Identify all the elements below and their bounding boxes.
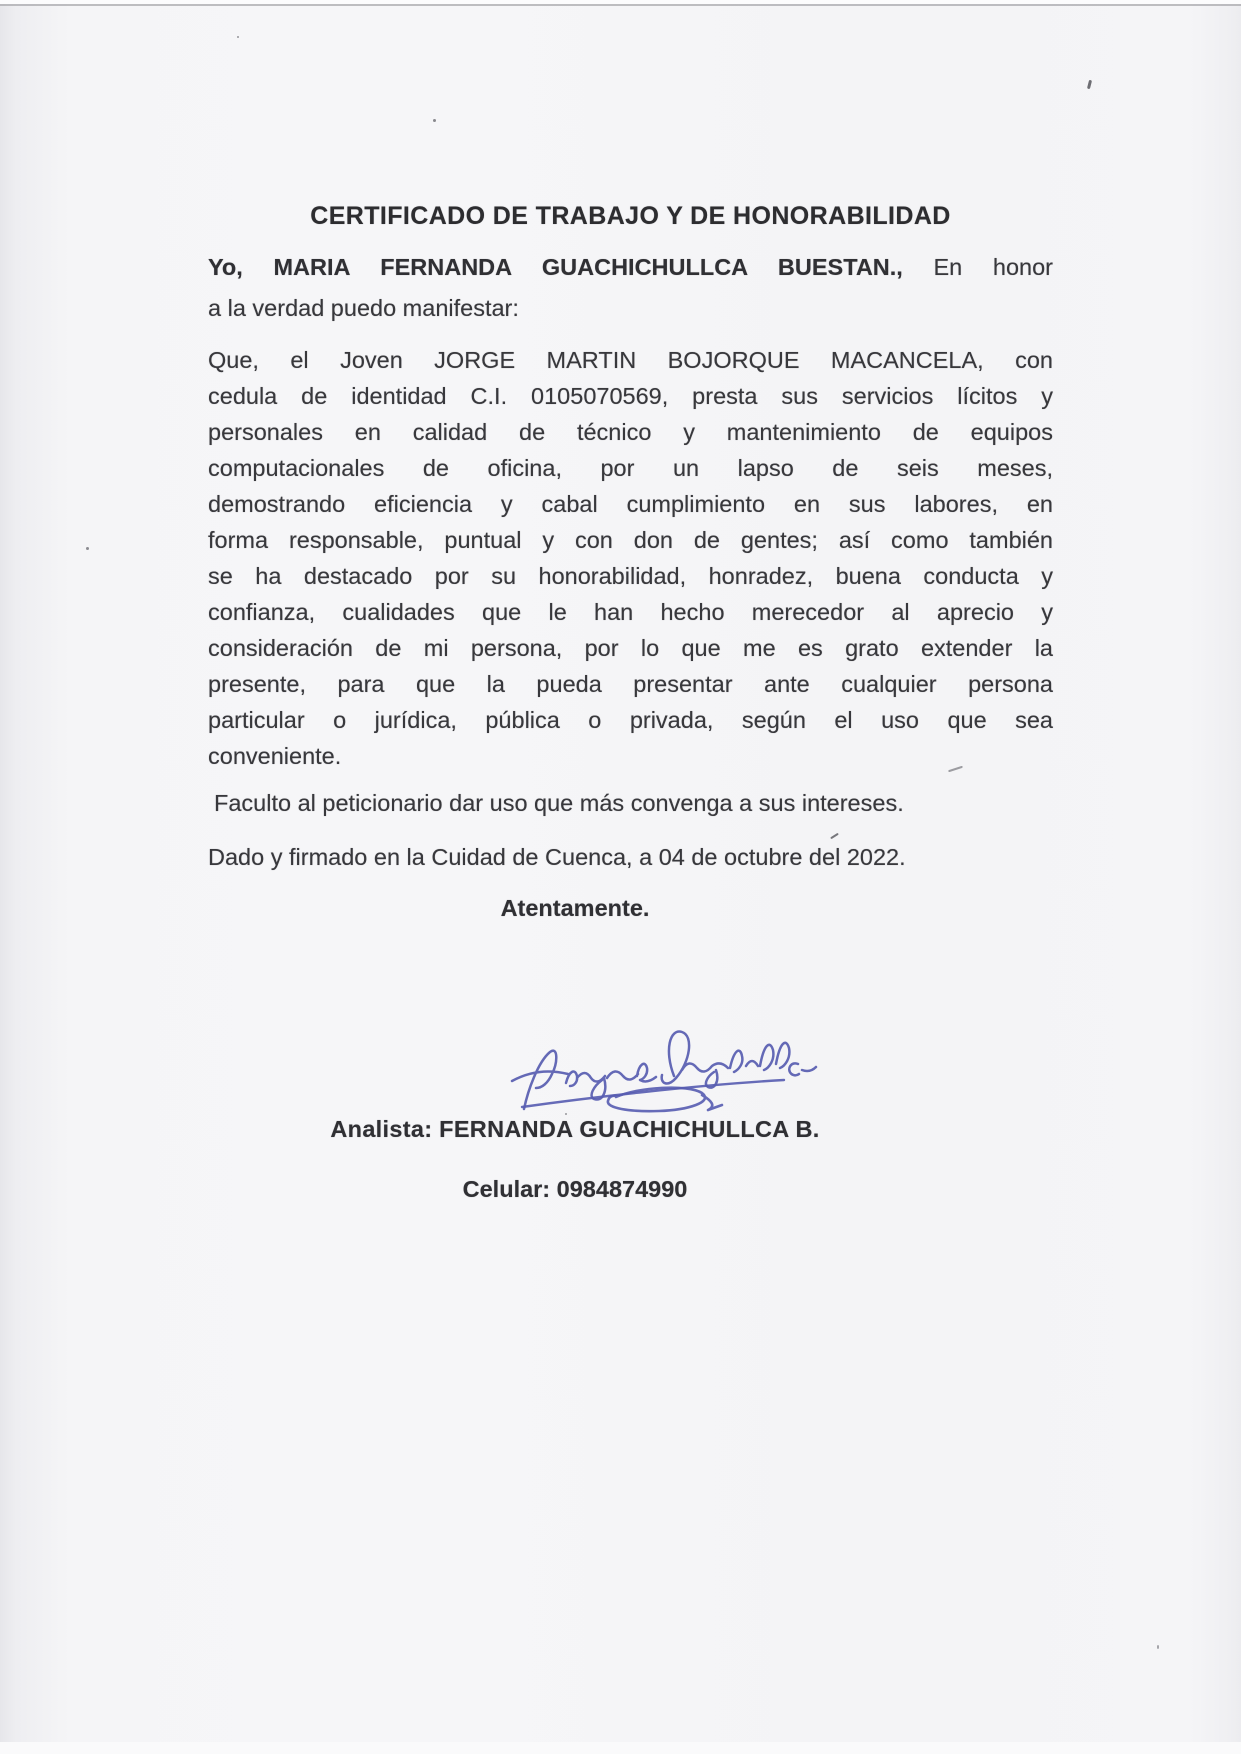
scan-edge-line [0,4,1241,6]
paragraph-line: computacionales de oficina, por un lapso de seis meses, [208,455,1053,481]
intro-paragraph [208,247,1053,329]
paragraph-line: demostrando eficiencia y cabal cumplimiento en sus labores, en [208,491,1053,517]
paragraph-line: se ha destacado por su honorabilidad, honradez, buena conducta y [208,563,1053,589]
scan-speck [565,1113,567,1115]
intro-line-2: a la verdad puedo manifestar: [208,295,519,321]
date-place-line: Dado y firmado en la Cuidad de Cuenca, a 04 de octubre del 2022. [208,844,906,870]
signature-strike [522,1080,784,1107]
scan-speck [1157,1645,1159,1649]
phone-line: Celular: 0984874990 [462,1176,688,1202]
signature-oval [608,1088,722,1112]
paragraph-line: particular o jurídica, pública o privada, según el uso que sea [208,707,1053,733]
signature-first-name [512,1051,656,1109]
document-title: CERTIFICADO DE TRABAJO Y DE HONORABILIDAD [310,202,951,230]
paragraph-line: conveniente. [208,743,342,769]
paragraph-line: confianza, cualidades que le han hecho merecedor al aprecio y [208,599,1053,625]
scan-speck [830,833,839,839]
paragraph-line: presente, para que la pueda presentar ante cualquier persona [208,671,1053,697]
faculto-line: Faculto al peticionario dar uso que más convenga a sus intereses. [214,790,904,816]
intro-line-1-tail: En honor [933,254,1053,280]
scan-speck [433,119,436,122]
main-paragraph [208,342,1053,774]
signature-last-name [662,1032,816,1088]
scan-speck [237,36,239,38]
paragraph-line: forma responsable, puntual y con don de gentes; así como también [208,527,1053,553]
paragraph-line: Que, el Joven JORGE MARTIN BOJORQUE MACANCELA, con [208,347,1053,373]
scan-speck [86,547,89,550]
signature-image [466,1018,828,1124]
paragraph-line: cedula de identidad C.I. 0105070569, presta sus servicios lícitos y [208,383,1053,409]
scan-speck [1087,80,1092,89]
intro-line-1 [208,247,1053,288]
scan-edge-bottom [0,1742,1241,1754]
paragraph-line: personales en calidad de técnico y mantenimiento de equipos [208,419,1053,445]
declarant-name: Yo, MARIA FERNANDA GUACHICHULLCA BUESTAN., [208,254,903,280]
paragraph-line: consideración de mi persona, por lo que me es grato extender la [208,635,1053,661]
closing-salutation: Atentamente. [500,895,650,921]
analyst-name-line: Analista: FERNANDA GUACHICHULLCA B. [330,1116,820,1142]
